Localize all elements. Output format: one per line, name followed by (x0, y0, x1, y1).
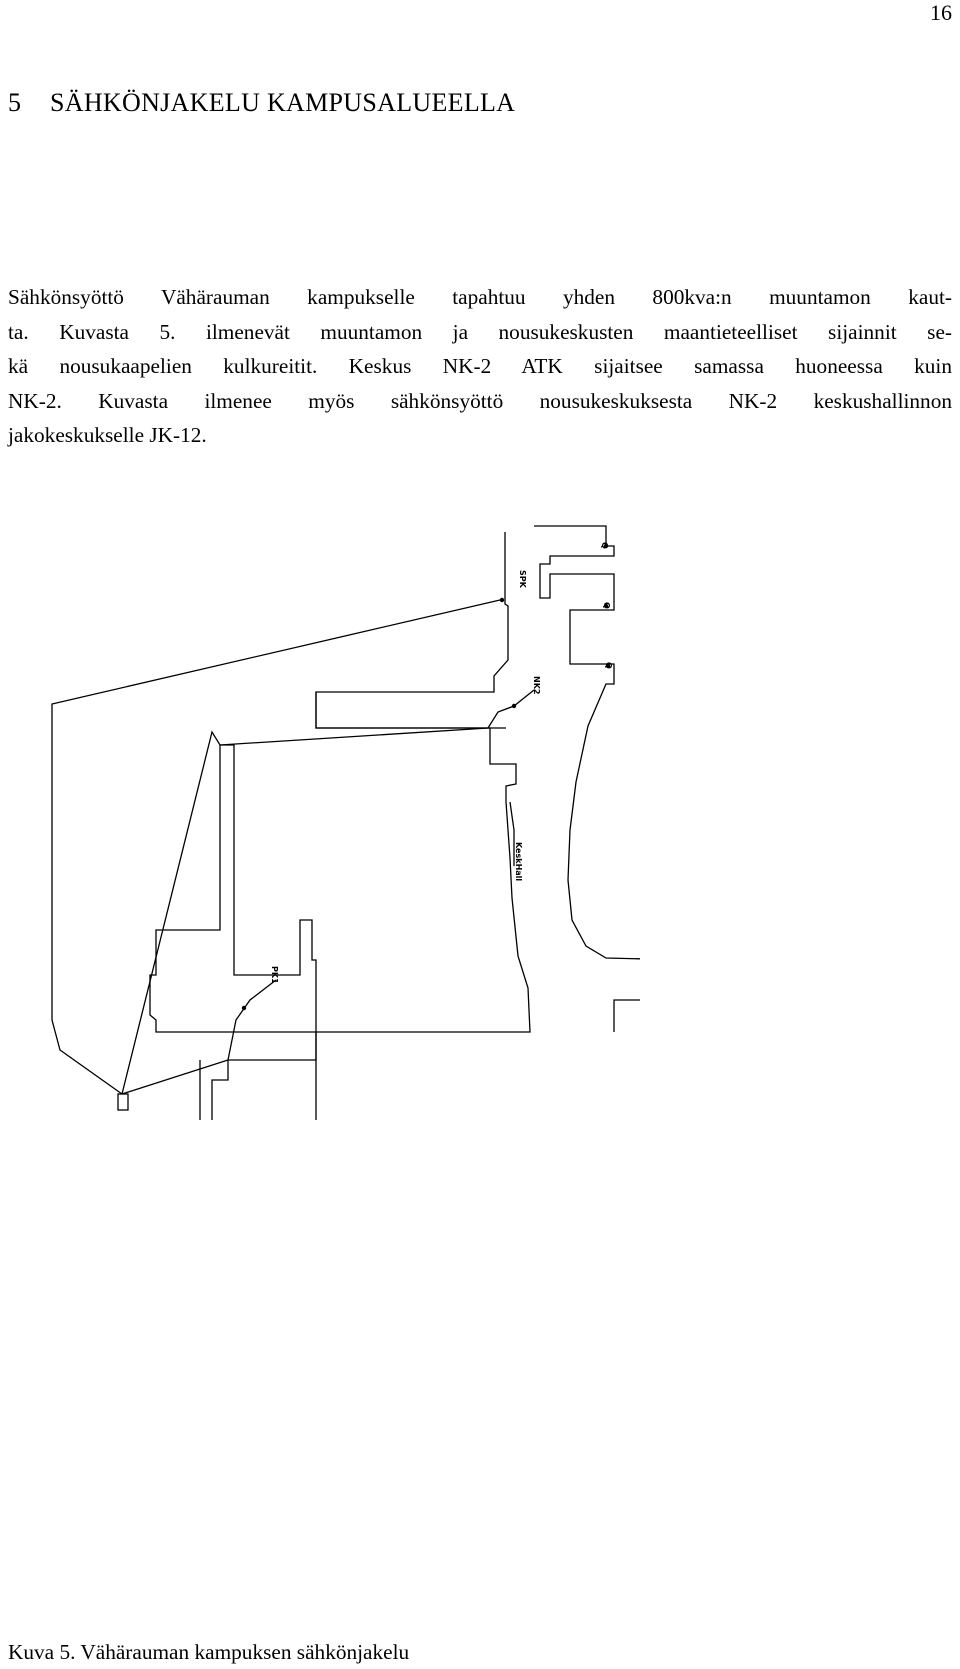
paragraph-line: kä nousukaapelien kulkureitit. Keskus NK-2 ATK sijaitsee samassa huoneessa kuin (8, 354, 952, 378)
pk1-node (242, 1006, 246, 1010)
nk2-node (512, 704, 516, 708)
cable-nk2 (122, 690, 534, 1094)
paragraph-line: Sähkönsyöttö Vähärauman kampukselle tapahtuu yhden 800kva:n muuntamon kaut- (8, 285, 952, 309)
building-main-hall (316, 692, 506, 728)
building-east-wing (534, 526, 640, 1032)
paragraph-line: jakokeskukselle JK-12. (8, 423, 207, 447)
spk-node (500, 598, 504, 602)
paragraph-line: ta. Kuvasta 5. ilmenevät muuntamon ja nousukeskusten maantieteelliset sijainnit se- (8, 319, 952, 344)
campus-power-distribution-figure (40, 520, 640, 1120)
keskhall-label: KeskHall (514, 842, 523, 882)
building-outline (150, 532, 530, 1120)
cable-pk1 (122, 980, 276, 1094)
nk2-label: NK2 (532, 676, 541, 695)
page-number: 16 (930, 0, 952, 25)
section-number: 5 (8, 88, 22, 117)
section-heading (8, 88, 515, 118)
pk1-label: PK1 (270, 966, 279, 984)
figure-drawing (40, 520, 640, 1120)
substation-box (118, 1094, 128, 1110)
q2-label: Q (602, 602, 611, 609)
building-lower-section (200, 1032, 316, 1120)
q1-label: Q (600, 542, 609, 549)
section-title: SÄHKÖNJAKELU KAMPUSALUEELLA (50, 88, 516, 117)
body-paragraph (8, 280, 952, 453)
figure-caption: Kuva 5. Vähärauman kampuksen sähkönjakelu (8, 1640, 410, 1664)
q3-label: Q (604, 662, 613, 669)
spk-label: SPK (518, 570, 527, 588)
cable-west-feed (52, 600, 500, 1094)
paragraph-line: NK-2. Kuvasta ilmenee myös sähkönsyöttö nousukeskuksesta NK-2 keskushallinnon (8, 388, 952, 413)
cable-keskhall (510, 802, 514, 866)
